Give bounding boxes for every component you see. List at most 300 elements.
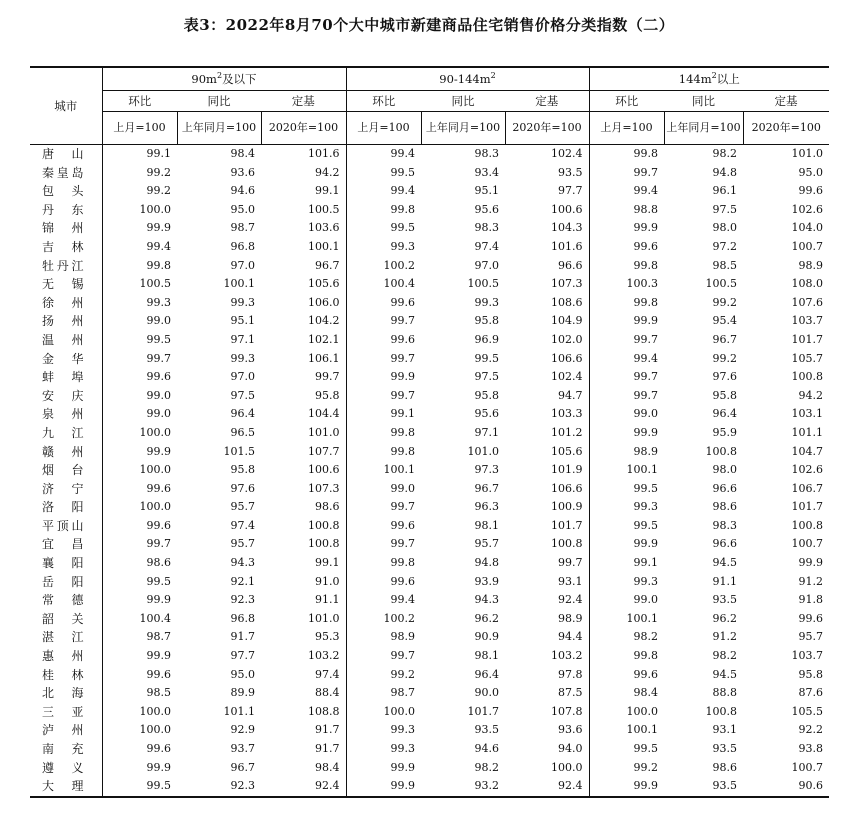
index-value: 98.9 — [798, 258, 823, 272]
base-header: 上月=100 — [346, 112, 421, 145]
table-row — [30, 777, 829, 797]
index-value: 99.2 — [102, 182, 177, 201]
index-value: 99.6 — [102, 517, 177, 536]
city-name: 南充 — [42, 742, 84, 756]
index-value: 97.8 — [558, 667, 583, 681]
index-value: 95.4 — [712, 314, 737, 328]
index-value: 98.0 — [712, 463, 737, 477]
index-value: 95.8 — [474, 314, 499, 328]
index-value: 105.6 — [308, 277, 340, 291]
city-name: 平顶山 — [42, 518, 84, 533]
index-value: 97.4 — [315, 667, 340, 681]
index-value: 102.0 — [551, 332, 583, 346]
index-value: 107.6 — [791, 295, 823, 309]
index-value: 96.4 — [474, 667, 499, 681]
index-value: 98.2 — [712, 649, 737, 663]
index-value: 94.5 — [712, 556, 737, 570]
index-value: 99.7 — [315, 370, 340, 384]
table-row — [30, 461, 829, 480]
index-value: 99.1 — [346, 405, 421, 424]
table-row — [30, 257, 829, 276]
index-value: 100.1 — [223, 277, 255, 291]
index-value: 102.6 — [791, 202, 823, 216]
index-value: 99.5 — [589, 480, 664, 499]
base-header: 上年同月=100 — [421, 112, 505, 145]
index-value: 96.6 — [712, 537, 737, 551]
index-value: 99.1 — [589, 554, 664, 573]
city-name: 洛阳 — [42, 500, 84, 515]
table-row — [30, 591, 829, 610]
index-value: 99.7 — [102, 350, 177, 369]
index-value: 95.0 — [230, 667, 255, 681]
base-header: 上月=100 — [589, 112, 664, 145]
index-value: 99.7 — [589, 387, 664, 406]
index-value: 100.0 — [102, 498, 177, 517]
city-name: 包头 — [42, 184, 84, 199]
metric-header: 同比 — [421, 91, 505, 112]
index-value: 99.6 — [798, 184, 823, 198]
table-row — [30, 424, 829, 443]
city-name: 泸州 — [42, 723, 84, 738]
base-header: 2020年=100 — [505, 112, 589, 145]
index-value: 99.0 — [589, 405, 664, 424]
index-value: 99.9 — [346, 368, 421, 387]
index-value: 104.0 — [791, 221, 823, 235]
index-value: 101.7 — [467, 704, 499, 718]
index-value: 104.4 — [308, 407, 340, 421]
index-value: 105.6 — [551, 444, 583, 458]
index-value: 96.1 — [712, 184, 737, 198]
index-value: 99.8 — [346, 424, 421, 443]
index-value: 91.1 — [315, 593, 340, 607]
index-value: 99.8 — [589, 145, 664, 164]
index-value: 106.7 — [791, 481, 823, 495]
index-value: 106.0 — [308, 295, 340, 309]
index-value: 97.0 — [474, 258, 499, 272]
index-value: 96.4 — [230, 407, 255, 421]
index-value: 100.1 — [308, 239, 340, 253]
index-value: 96.7 — [712, 332, 737, 346]
table-row — [30, 145, 829, 164]
index-value: 96.9 — [474, 332, 499, 346]
index-value: 99.7 — [346, 535, 421, 554]
index-value: 95.1 — [474, 184, 499, 198]
index-value: 96.7 — [474, 481, 499, 495]
index-value: 93.6 — [230, 165, 255, 179]
index-value: 96.8 — [230, 611, 255, 625]
group-header-medium: $90-144m^2$ — [346, 67, 589, 91]
index-value: 99.3 — [346, 740, 421, 759]
index-value: 95.6 — [474, 202, 499, 216]
metric-header: 定基 — [261, 91, 346, 112]
index-value: 100.8 — [791, 518, 823, 532]
metric-header: 环比 — [346, 91, 421, 112]
index-value: 95.3 — [315, 630, 340, 644]
table-title: 表3：2022年8月70个大中城市新建商品住宅销售价格分类指数（二） — [183, 16, 675, 34]
index-value: 99.3 — [346, 721, 421, 740]
index-value: 100.0 — [102, 201, 177, 220]
index-value: 99.4 — [589, 350, 664, 369]
index-value: 106.6 — [551, 481, 583, 495]
table-row — [30, 498, 829, 517]
city-name: 锦州 — [42, 221, 84, 236]
index-value: 99.6 — [346, 294, 421, 313]
index-value: 98.2 — [712, 147, 737, 160]
table-row — [30, 443, 829, 462]
metric-header: 同比 — [664, 91, 743, 112]
index-value: 93.5 — [712, 742, 737, 755]
city-name: 金华 — [42, 351, 84, 366]
index-value: 99.9 — [102, 591, 177, 610]
index-value: 94.4 — [558, 630, 583, 644]
base-header: 上年同月=100 — [664, 112, 743, 145]
index-value: 100.4 — [102, 610, 177, 629]
index-value: 92.4 — [261, 777, 346, 797]
index-value: 104.3 — [551, 221, 583, 235]
index-value: 102.4 — [551, 370, 583, 384]
city-column-header: 城市 — [30, 67, 102, 145]
table-row — [30, 610, 829, 629]
index-value: 99.9 — [102, 443, 177, 462]
table-row — [30, 387, 829, 406]
city-name: 惠州 — [42, 649, 84, 664]
index-value: 94.0 — [558, 742, 583, 755]
index-value: 98.4 — [230, 147, 255, 160]
index-value: 100.8 — [308, 537, 340, 551]
index-value: 107.3 — [308, 481, 340, 495]
index-value: 95.0 — [230, 202, 255, 216]
table-row — [30, 312, 829, 331]
metric-header: 环比 — [102, 91, 177, 112]
index-value: 102.4 — [551, 147, 583, 160]
index-value: 99.5 — [346, 219, 421, 238]
city-name: 吉林 — [42, 239, 84, 254]
index-value: 93.1 — [712, 723, 737, 737]
city-name: 遵义 — [42, 760, 84, 775]
index-value: 101.6 — [308, 147, 340, 160]
metric-header: 同比 — [177, 91, 261, 112]
index-value: 96.2 — [712, 611, 737, 625]
index-value: 99.7 — [589, 164, 664, 183]
index-value: 98.2 — [474, 760, 499, 774]
index-value: 101.0 — [791, 147, 823, 160]
index-value: 94.3 — [230, 556, 255, 570]
index-value: 100.5 — [102, 275, 177, 294]
index-value: 101.0 — [308, 611, 340, 625]
index-value: 99.2 — [102, 164, 177, 183]
index-value: 98.2 — [589, 628, 664, 647]
index-value: 92.2 — [798, 723, 823, 737]
index-value: 90.6 — [743, 777, 829, 797]
city-name: 丹东 — [42, 202, 84, 217]
index-value: 101.1 — [791, 425, 823, 439]
index-value: 99.9 — [589, 219, 664, 238]
table-row — [30, 666, 829, 685]
city-name: 宜昌 — [42, 537, 84, 552]
index-value: 100.8 — [705, 444, 737, 458]
index-value: 103.1 — [791, 407, 823, 421]
table-row — [30, 405, 829, 424]
index-value: 99.8 — [102, 257, 177, 276]
index-value: 88.8 — [712, 686, 737, 700]
city-name: 赣州 — [42, 444, 84, 459]
index-value: 99.6 — [346, 331, 421, 350]
table-row — [30, 480, 829, 499]
index-value: 99.5 — [589, 517, 664, 536]
index-value: 99.4 — [346, 591, 421, 610]
index-value: 101.7 — [791, 332, 823, 346]
index-value: 94.7 — [558, 388, 583, 402]
index-value: 103.6 — [308, 221, 340, 235]
index-value: 100.1 — [589, 461, 664, 480]
index-value: 91.7 — [230, 630, 255, 644]
index-value: 99.2 — [712, 351, 737, 365]
index-value: 99.6 — [102, 368, 177, 387]
index-value: 100.0 — [346, 703, 421, 722]
index-value: 107.7 — [308, 444, 340, 458]
index-value: 95.8 — [230, 463, 255, 477]
index-value: 100.1 — [589, 610, 664, 629]
index-value: 95.7 — [798, 630, 823, 644]
index-value: 92.3 — [230, 593, 255, 607]
index-value: 97.3 — [474, 463, 499, 477]
index-value: 99.9 — [346, 777, 421, 797]
index-value: 103.3 — [551, 407, 583, 421]
index-value: 102.1 — [308, 332, 340, 346]
city-name: 北海 — [42, 686, 84, 701]
index-value: 101.7 — [791, 500, 823, 514]
index-value: 96.3 — [474, 500, 499, 514]
index-value: 100.7 — [791, 760, 823, 774]
city-name: 牡丹江 — [42, 258, 84, 273]
index-value: 101.2 — [551, 425, 583, 439]
index-value: 91.2 — [798, 574, 823, 588]
metric-header: 环比 — [589, 91, 664, 112]
city-name: 襄阳 — [42, 556, 84, 571]
index-value: 99.1 — [315, 556, 340, 570]
group-header-large: $144m^2$以上 — [589, 67, 829, 91]
index-value: 91.0 — [315, 574, 340, 588]
index-value: 90.0 — [474, 686, 499, 700]
index-value: 99.8 — [346, 201, 421, 220]
index-value: 99.5 — [346, 164, 421, 183]
index-value: 99.6 — [102, 480, 177, 499]
index-value: 89.9 — [230, 686, 255, 700]
index-value: 94.2 — [315, 165, 340, 179]
base-header: 上年同月=100 — [177, 112, 261, 145]
index-value: 98.9 — [558, 611, 583, 625]
index-value: 98.7 — [346, 684, 421, 703]
index-value: 97.5 — [474, 370, 499, 384]
table-row — [30, 535, 829, 554]
index-value: 100.1 — [589, 721, 664, 740]
index-value: 99.5 — [102, 331, 177, 350]
index-value: 101.5 — [223, 444, 255, 458]
index-value: 95.1 — [230, 314, 255, 328]
index-value: 95.0 — [798, 165, 823, 179]
city-name: 徐州 — [42, 295, 84, 310]
index-value: 98.1 — [474, 649, 499, 663]
index-value: 104.7 — [791, 444, 823, 458]
base-header: 上月=100 — [102, 112, 177, 145]
index-value: 91.7 — [315, 723, 340, 737]
index-value: 106.6 — [551, 351, 583, 365]
index-value: 99.4 — [346, 182, 421, 201]
index-value: 92.4 — [558, 593, 583, 607]
index-value: 99.2 — [589, 759, 664, 778]
index-value: 99.1 — [315, 184, 340, 198]
index-value: 94.5 — [712, 667, 737, 681]
index-value: 99.6 — [589, 666, 664, 685]
index-value: 99.4 — [102, 238, 177, 257]
index-value: 99.9 — [346, 759, 421, 778]
index-value: 100.2 — [346, 610, 421, 629]
index-value: 91.8 — [798, 593, 823, 607]
index-value: 100.0 — [102, 424, 177, 443]
city-name: 三亚 — [42, 704, 84, 719]
index-value: 95.8 — [712, 388, 737, 402]
index-value: 99.0 — [589, 591, 664, 610]
index-value: 99.7 — [589, 331, 664, 350]
table-row — [30, 759, 829, 778]
index-value: 103.2 — [551, 649, 583, 663]
index-value: 99.9 — [589, 424, 664, 443]
index-value: 99.2 — [712, 295, 737, 309]
city-name: 安庆 — [42, 388, 84, 403]
index-value: 100.0 — [551, 760, 583, 774]
index-value: 99.9 — [589, 777, 664, 797]
table-row — [30, 684, 829, 703]
index-value: 93.4 — [474, 165, 499, 179]
index-value: 93.1 — [558, 574, 583, 588]
index-value: 97.7 — [230, 649, 255, 663]
index-value: 99.3 — [589, 573, 664, 592]
city-name: 济宁 — [42, 481, 84, 496]
index-value: 99.5 — [589, 740, 664, 759]
table-row — [30, 201, 829, 220]
index-value: 98.6 — [712, 500, 737, 514]
city-name: 扬州 — [42, 314, 84, 329]
index-value: 99.0 — [102, 312, 177, 331]
city-name: 泉州 — [42, 407, 84, 422]
city-name: 常德 — [42, 593, 84, 608]
city-name: 九江 — [42, 425, 84, 440]
index-value: 101.9 — [551, 463, 583, 477]
index-value: 100.6 — [551, 202, 583, 216]
index-value: 95.9 — [712, 425, 737, 439]
index-value: 100.7 — [791, 537, 823, 551]
index-value: 97.2 — [712, 239, 737, 253]
index-value: 99.9 — [589, 535, 664, 554]
index-value: 87.5 — [558, 686, 583, 700]
index-value: 108.8 — [308, 704, 340, 718]
index-value: 100.1 — [346, 461, 421, 480]
index-value: 100.6 — [308, 463, 340, 477]
index-value: 99.0 — [102, 387, 177, 406]
index-value: 97.0 — [230, 370, 255, 384]
index-value: 98.4 — [315, 760, 340, 774]
index-value: 96.6 — [558, 258, 583, 272]
index-value: 93.8 — [798, 742, 823, 755]
index-value: 95.8 — [315, 388, 340, 402]
index-value: 99.6 — [346, 573, 421, 592]
index-value: 99.2 — [346, 666, 421, 685]
index-value: 98.6 — [315, 500, 340, 514]
index-value: 96.8 — [230, 239, 255, 253]
table-row — [30, 647, 829, 666]
index-value: 96.4 — [712, 407, 737, 421]
table-row — [30, 238, 829, 257]
city-name: 秦皇岛 — [42, 165, 84, 180]
city-name: 蚌埠 — [42, 370, 84, 385]
index-value: 104.2 — [308, 314, 340, 328]
index-value: 94.8 — [474, 556, 499, 570]
index-value: 99.9 — [589, 312, 664, 331]
index-value: 92.4 — [505, 777, 589, 797]
index-value: 103.7 — [791, 649, 823, 663]
index-value: 97.5 — [712, 202, 737, 216]
price-index-table — [30, 66, 829, 798]
index-value: 95.8 — [474, 388, 499, 402]
city-name: 温州 — [42, 332, 84, 347]
index-value: 99.6 — [798, 611, 823, 625]
city-name: 唐山 — [42, 147, 84, 161]
index-value: 97.6 — [230, 481, 255, 495]
index-value: 93.2 — [421, 777, 505, 797]
metric-header: 定基 — [743, 91, 829, 112]
index-value: 104.9 — [551, 314, 583, 328]
index-value: 98.5 — [712, 258, 737, 272]
index-value: 94.6 — [474, 742, 499, 755]
index-value: 98.9 — [589, 443, 664, 462]
index-value: 106.1 — [308, 351, 340, 365]
index-value: 92.3 — [177, 777, 261, 797]
index-value: 99.3 — [230, 295, 255, 309]
index-value: 97.1 — [230, 332, 255, 346]
index-value: 92.1 — [230, 574, 255, 588]
table-row — [30, 721, 829, 740]
table-row — [30, 573, 829, 592]
table-row — [30, 554, 829, 573]
index-value: 99.8 — [346, 443, 421, 462]
index-value: 99.3 — [474, 295, 499, 309]
index-value: 97.4 — [474, 239, 499, 253]
index-value: 99.3 — [589, 498, 664, 517]
index-value: 99.7 — [346, 312, 421, 331]
group-header-small: $90m^2$及以下 — [102, 67, 346, 91]
index-value: 99.6 — [589, 238, 664, 257]
table-row — [30, 703, 829, 722]
table-row — [30, 740, 829, 759]
index-value: 100.8 — [705, 704, 737, 718]
index-value: 103.7 — [791, 314, 823, 328]
index-value: 95.7 — [474, 537, 499, 551]
index-value: 105.5 — [791, 704, 823, 718]
index-value: 99.7 — [346, 498, 421, 517]
index-value: 100.0 — [102, 703, 177, 722]
index-value: 99.7 — [102, 535, 177, 554]
index-value: 93.5 — [474, 723, 499, 737]
index-value: 99.6 — [102, 740, 177, 759]
index-value: 99.9 — [102, 219, 177, 238]
index-value: 100.2 — [346, 257, 421, 276]
index-value: 90.9 — [474, 630, 499, 644]
city-name: 韶关 — [42, 611, 84, 626]
index-value: 101.1 — [223, 704, 255, 718]
index-value: 99.3 — [102, 294, 177, 313]
table-row — [30, 294, 829, 313]
index-value: 99.4 — [346, 145, 421, 164]
